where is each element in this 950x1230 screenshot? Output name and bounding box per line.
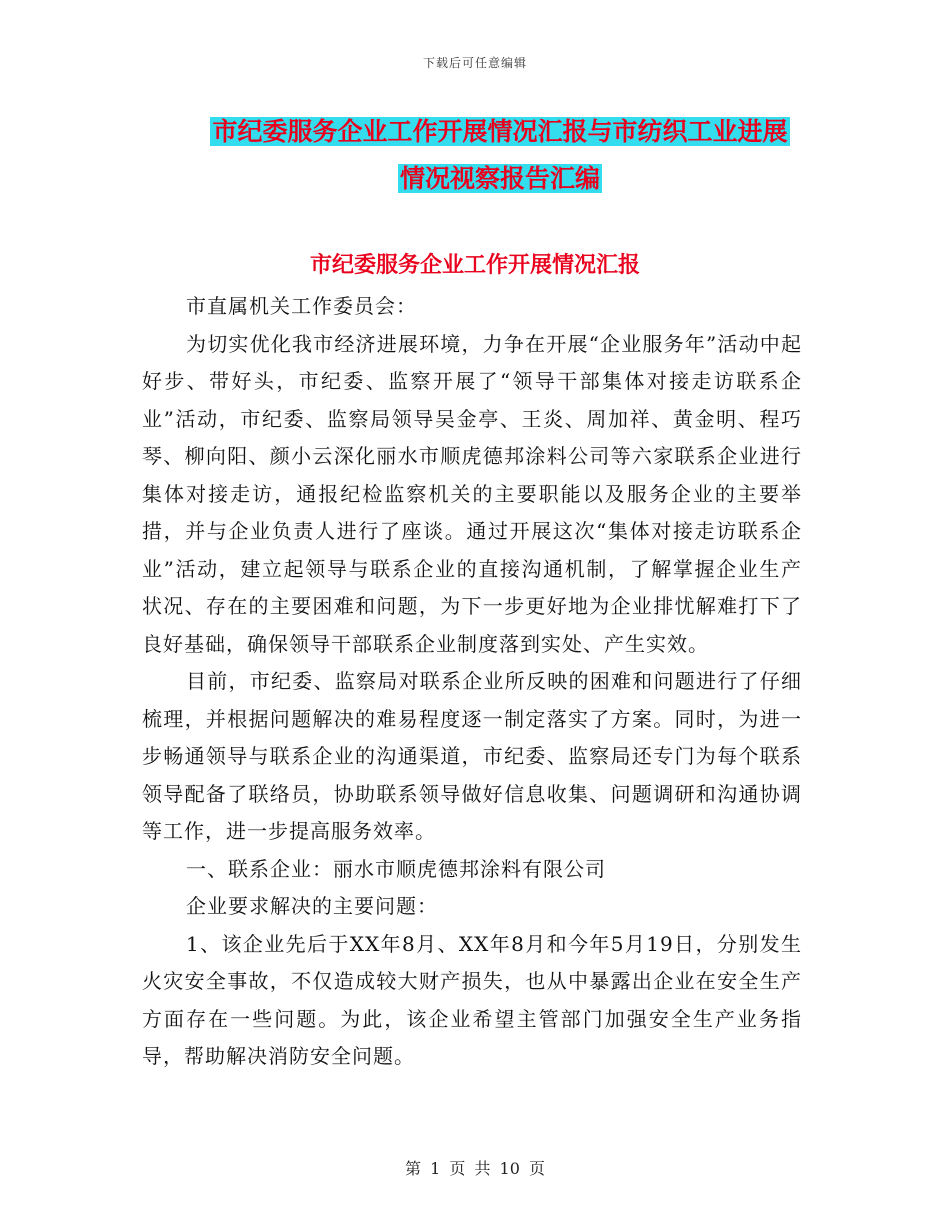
paragraph: 目前，市纪委、监察局对联系企业所反映的困难和问题进行了仔细梳理，并根据问题解决的难易程度逐一制定落实了方案。同时，为进一步畅通领导与联系企业的沟通渠道，市纪委、监察局还专门为每个联系领导配备了联络员，协助联系领导做好信息收集、问题调研和沟通协调等工作，进一步提高服务效率。 <box>142 669 802 843</box>
paragraph: 企业要求解决的主要问题： <box>186 894 438 918</box>
title-line-1: 市纪委服务企业工作开展情况汇报与市纺织工业进展 <box>212 117 788 146</box>
paragraph: 1、该企业先后于XX年8月、XX年8月和今年5月19日，分别发生火灾安全事故，不仅造成较大财产损失，也从中暴露出企业在安全生产方面存在一些问题。为此，该企业希望主管部门加强安全生产业务指导，帮助解决消防安全问题。 <box>142 931 802 1068</box>
section-heading: 一、联系企业：丽水市顺虎德邦涂料有限公司 <box>186 856 606 881</box>
paragraph: 为切实优化我市经济进展环境，力争在开展“企业服务年”活动中起好步、带好头，市纪委、监察开展了“领导干部集体对接走访联系企业”活动，市纪委、监察局领导吴金亭、王炎、周加祥、黄金明、程巧琴、柳向阳、颜小云深化丽水市顺虎德邦涂料公司等六家联系企业进行集体对接走访，通报纪检监察机关的主要职能以及服务企业的主要举措，并与企业负责人进行了座谈。通过开展这次“集体对接走访联系企业”活动，建立起领导与联系企业的直接沟通机制，了解掌握企业生产状况、存在的主要困难和问题，为下一步更好地为企业排忧解难打下了良好基础，确保领导干部联系企业制度落到实处、产生实效。 <box>142 331 802 656</box>
document-title <box>150 108 850 202</box>
title-line-2: 情况视察报告汇编 <box>399 164 600 193</box>
document-body <box>142 288 802 1076</box>
section-title: 市纪委服务企业工作开展情况汇报 <box>309 253 640 278</box>
page-number: 第 1 页 共 10 页 <box>405 1159 545 1178</box>
salutation: 市直属机关工作委员会： <box>186 294 417 318</box>
header-note: 下载后可任意编辑 <box>422 56 527 70</box>
